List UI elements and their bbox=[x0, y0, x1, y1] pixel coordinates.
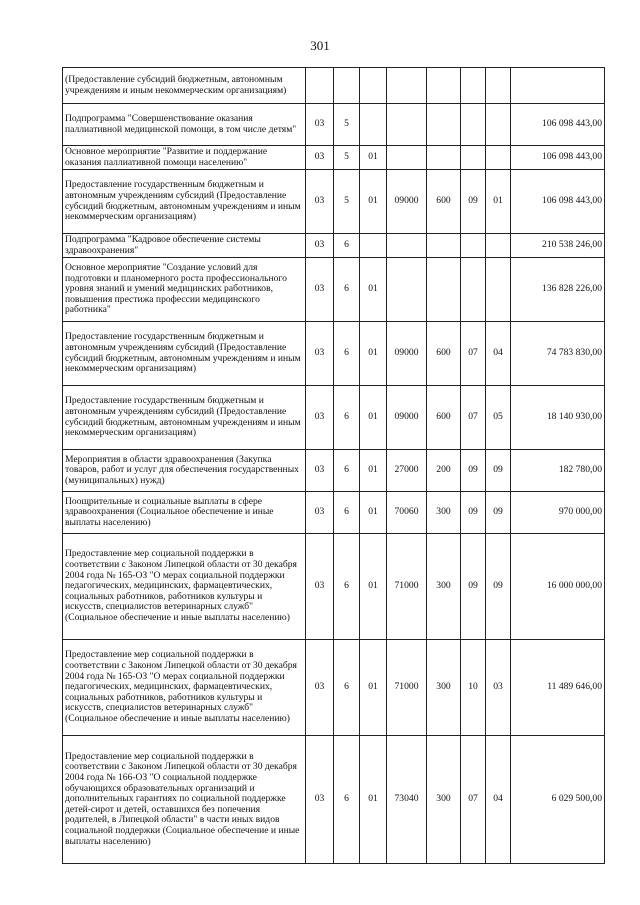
row-name-cell: Предоставление государственным бюджетным и автономным учреждениям субсидий (Предоставление субсидий бюджетным, автономным учреждениям и иным некоммерческим организациям) bbox=[63, 170, 306, 234]
amount-cell: 970 000,00 bbox=[511, 492, 605, 534]
expense-type-code-cell: 300 bbox=[427, 736, 461, 864]
table-row bbox=[63, 68, 605, 104]
program-code-cell: 03 bbox=[306, 322, 334, 386]
program-code-cell: 03 bbox=[306, 492, 334, 534]
row-name-cell: Основное мероприятие "Создание условий для подготовки и планомерного роста профессионального уровня знаний и умений медицинских работников, повышения престижа профессии медицинского работника" bbox=[63, 258, 306, 322]
table-row bbox=[63, 322, 605, 386]
amount-cell: 18 140 930,00 bbox=[511, 386, 605, 450]
subprogram-code-cell: 6 bbox=[334, 640, 360, 736]
direction-code-cell: 27000 bbox=[387, 450, 427, 492]
subprogram-code-cell: 5 bbox=[334, 146, 360, 170]
section-code-cell: 09 bbox=[461, 534, 486, 640]
direction-code-cell bbox=[387, 146, 427, 170]
expense-type-code-cell: 600 bbox=[427, 386, 461, 450]
row-name-cell: Мероприятия в области здравоохранения (Закупка товаров, работ и услуг для обеспечения государственных (муниципальных) нужд) bbox=[63, 450, 306, 492]
direction-code-cell bbox=[387, 258, 427, 322]
measure-code-cell bbox=[360, 234, 387, 258]
program-code-cell: 03 bbox=[306, 146, 334, 170]
row-name-cell: Предоставление государственным бюджетным и автономным учреждениям субсидий (Предоставление субсидий бюджетным, автономным учреждениям и иным некоммерческим организациям) bbox=[63, 322, 306, 386]
section-code-cell: 09 bbox=[461, 170, 486, 234]
direction-code-cell bbox=[387, 104, 427, 146]
amount-cell: 11 489 646,00 bbox=[511, 640, 605, 736]
amount-cell: 182 780,00 bbox=[511, 450, 605, 492]
amount-cell: 106 098 443,00 bbox=[511, 170, 605, 234]
row-name-cell: Предоставление мер социальной поддержки в соответствии с Законом Липецкой области от 30 декабря 2004 года № 166-ОЗ "О социальной поддержке обучающихся образовательных организаций и дополнительных гарантиях по социальной поддержке детей-сирот и детей, оставшихся без попечения родителей, в Липецкой области" в части иных видов социальной поддержки (Социальное обеспечение и иные выплаты населению) bbox=[63, 736, 306, 864]
program-code-cell: 03 bbox=[306, 386, 334, 450]
table-row bbox=[63, 170, 605, 234]
expense-type-code-cell bbox=[427, 104, 461, 146]
subprogram-code-cell: 6 bbox=[334, 386, 360, 450]
expense-type-code-cell: 300 bbox=[427, 492, 461, 534]
subprogram-code-cell: 6 bbox=[334, 492, 360, 534]
section-code-cell: 09 bbox=[461, 450, 486, 492]
table-row bbox=[63, 640, 605, 736]
program-code-cell: 03 bbox=[306, 258, 334, 322]
program-code-cell: 03 bbox=[306, 534, 334, 640]
measure-code-cell bbox=[360, 104, 387, 146]
direction-code-cell: 71000 bbox=[387, 534, 427, 640]
measure-code-cell: 01 bbox=[360, 534, 387, 640]
measure-code-cell: 01 bbox=[360, 146, 387, 170]
section-code-cell bbox=[461, 146, 486, 170]
measure-code-cell: 01 bbox=[360, 450, 387, 492]
measure-code-cell: 01 bbox=[360, 640, 387, 736]
subsection-code-cell bbox=[486, 258, 511, 322]
row-name-cell: Основное мероприятие "Развитие и поддержание оказания паллиативной помощи населению" bbox=[63, 146, 306, 170]
subprogram-code-cell: 6 bbox=[334, 258, 360, 322]
table-row bbox=[63, 104, 605, 146]
row-name-cell: Предоставление государственным бюджетным и автономным учреждениям субсидий (Предоставление субсидий бюджетным, автономным учреждениям и иным некоммерческим организациям) bbox=[63, 386, 306, 450]
subprogram-code-cell: 5 bbox=[334, 170, 360, 234]
subprogram-code-cell: 5 bbox=[334, 104, 360, 146]
section-code-cell bbox=[461, 258, 486, 322]
row-name-cell: Поощрительные и социальные выплаты в сфере здравоохранения (Социальное обеспечение и иные выплаты населению) bbox=[63, 492, 306, 534]
measure-code-cell: 01 bbox=[360, 322, 387, 386]
subsection-code-cell: 09 bbox=[486, 534, 511, 640]
section-code-cell bbox=[461, 68, 486, 104]
section-code-cell bbox=[461, 104, 486, 146]
expense-type-code-cell: 600 bbox=[427, 170, 461, 234]
subsection-code-cell: 03 bbox=[486, 640, 511, 736]
subprogram-code-cell bbox=[334, 68, 360, 104]
row-name-cell: Подпрограмма "Кадровое обеспечение системы здравоохранения" bbox=[63, 234, 306, 258]
subsection-code-cell bbox=[486, 104, 511, 146]
budget-table-body bbox=[63, 68, 605, 864]
direction-code-cell: 70060 bbox=[387, 492, 427, 534]
expense-type-code-cell: 200 bbox=[427, 450, 461, 492]
measure-code-cell: 01 bbox=[360, 170, 387, 234]
direction-code-cell: 73040 bbox=[387, 736, 427, 864]
row-name-cell: Предоставление мер социальной поддержки в соответствии с Законом Липецкой области от 30 декабря 2004 года № 165-ОЗ "О мерах социальной поддержки педагогических, медицинских, фармацевтических, социальных работников, работников культуры и искусств, специалистов ветеринарных служб" (Социальное обеспечение и иные выплаты населению) bbox=[63, 534, 306, 640]
subsection-code-cell bbox=[486, 234, 511, 258]
subsection-code-cell: 09 bbox=[486, 492, 511, 534]
program-code-cell: 03 bbox=[306, 234, 334, 258]
measure-code-cell bbox=[360, 68, 387, 104]
direction-code-cell: 09000 bbox=[387, 170, 427, 234]
amount-cell: 74 783 830,00 bbox=[511, 322, 605, 386]
expense-type-code-cell bbox=[427, 68, 461, 104]
subprogram-code-cell: 6 bbox=[334, 534, 360, 640]
program-code-cell: 03 bbox=[306, 104, 334, 146]
direction-code-cell: 09000 bbox=[387, 386, 427, 450]
subsection-code-cell: 01 bbox=[486, 170, 511, 234]
section-code-cell: 07 bbox=[461, 386, 486, 450]
direction-code-cell bbox=[387, 68, 427, 104]
measure-code-cell: 01 bbox=[360, 258, 387, 322]
section-code-cell: 07 bbox=[461, 736, 486, 864]
subprogram-code-cell: 6 bbox=[334, 450, 360, 492]
section-code-cell: 10 bbox=[461, 640, 486, 736]
direction-code-cell: 09000 bbox=[387, 322, 427, 386]
row-name-cell: Предоставление мер социальной поддержки в соответствии с Законом Липецкой области от 30 декабря 2004 года № 165-ОЗ "О мерах социальной поддержки педагогических, медицинских, фармацевтических, социальных работников, работников культуры и искусств, специалистов ветеринарных служб" (Социальное обеспечение и иные выплаты населению) bbox=[63, 640, 306, 736]
direction-code-cell: 71000 bbox=[387, 640, 427, 736]
table-row bbox=[63, 534, 605, 640]
subsection-code-cell bbox=[486, 68, 511, 104]
expense-type-code-cell: 300 bbox=[427, 534, 461, 640]
program-code-cell: 03 bbox=[306, 640, 334, 736]
amount-cell: 106 098 443,00 bbox=[511, 104, 605, 146]
program-code-cell: 03 bbox=[306, 170, 334, 234]
expense-type-code-cell bbox=[427, 234, 461, 258]
subprogram-code-cell: 6 bbox=[334, 322, 360, 386]
subprogram-code-cell: 6 bbox=[334, 234, 360, 258]
expense-type-code-cell bbox=[427, 146, 461, 170]
amount-cell: 106 098 443,00 bbox=[511, 146, 605, 170]
row-name-cell: (Предоставление субсидий бюджетным, автономным учреждениям и иным некоммерческим организациям) bbox=[63, 68, 306, 104]
amount-cell: 136 828 226,00 bbox=[511, 258, 605, 322]
table-row bbox=[63, 386, 605, 450]
subsection-code-cell: 09 bbox=[486, 450, 511, 492]
amount-cell bbox=[511, 68, 605, 104]
amount-cell: 16 000 000,00 bbox=[511, 534, 605, 640]
program-code-cell: 03 bbox=[306, 450, 334, 492]
expense-type-code-cell: 600 bbox=[427, 322, 461, 386]
table-row bbox=[63, 492, 605, 534]
expense-type-code-cell bbox=[427, 258, 461, 322]
measure-code-cell: 01 bbox=[360, 736, 387, 864]
page-number: 301 bbox=[310, 38, 330, 53]
table-row bbox=[63, 234, 605, 258]
table-row bbox=[63, 146, 605, 170]
measure-code-cell: 01 bbox=[360, 492, 387, 534]
subsection-code-cell: 04 bbox=[486, 736, 511, 864]
budget-table bbox=[62, 67, 605, 864]
table-row bbox=[63, 450, 605, 492]
subprogram-code-cell: 6 bbox=[334, 736, 360, 864]
expense-type-code-cell: 300 bbox=[427, 640, 461, 736]
section-code-cell: 09 bbox=[461, 492, 486, 534]
subsection-code-cell: 05 bbox=[486, 386, 511, 450]
table-row bbox=[63, 258, 605, 322]
table-row bbox=[63, 736, 605, 864]
amount-cell: 210 538 246,00 bbox=[511, 234, 605, 258]
program-code-cell: 03 bbox=[306, 736, 334, 864]
subsection-code-cell bbox=[486, 146, 511, 170]
subsection-code-cell: 04 bbox=[486, 322, 511, 386]
direction-code-cell bbox=[387, 234, 427, 258]
section-code-cell bbox=[461, 234, 486, 258]
program-code-cell bbox=[306, 68, 334, 104]
row-name-cell: Подпрограмма "Совершенствование оказания паллиативной медицинской помощи, в том числе детям" bbox=[63, 104, 306, 146]
amount-cell: 6 029 500,00 bbox=[511, 736, 605, 864]
section-code-cell: 07 bbox=[461, 322, 486, 386]
measure-code-cell: 01 bbox=[360, 386, 387, 450]
